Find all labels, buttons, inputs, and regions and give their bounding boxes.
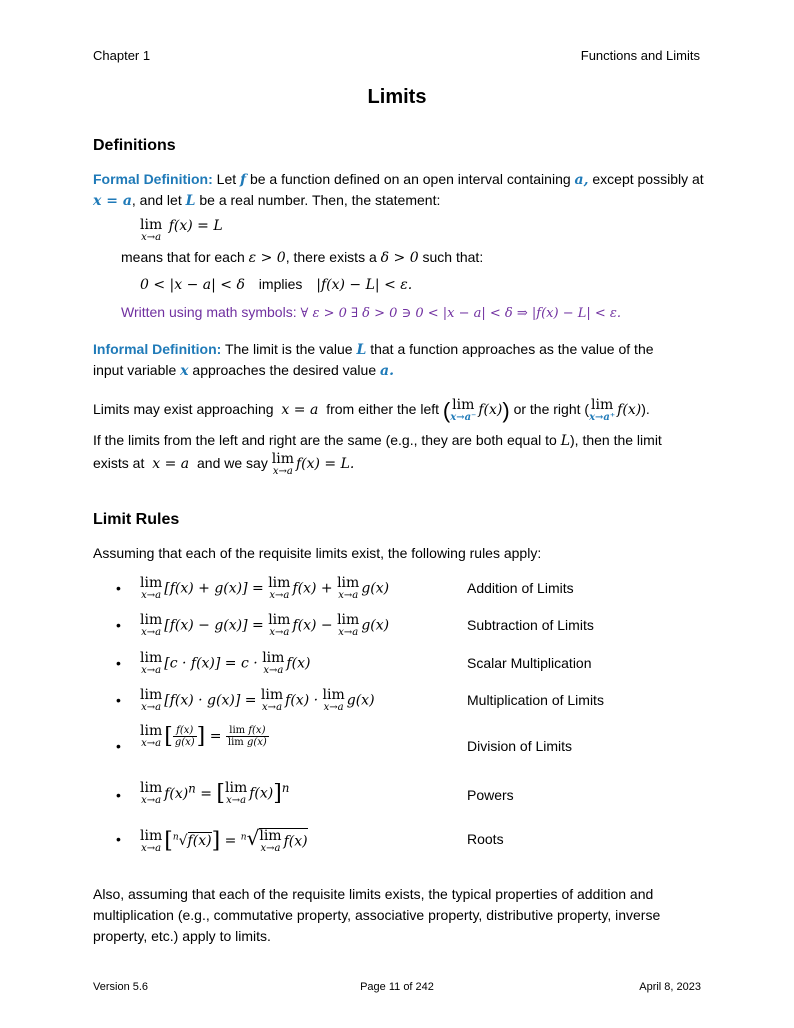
footer-page-number: Page 11 of 242 — [360, 981, 434, 993]
rule-name-scalar: Scalar Multiplication — [467, 655, 592, 671]
footer-date: April 8, 2023 — [639, 981, 701, 993]
rule-name-multiplication: Multiplication of Limits — [467, 692, 604, 708]
footer-version: Version 5.6 — [93, 981, 149, 993]
rule-name-powers: Powers — [467, 787, 514, 803]
limit-rules-intro: Assuming that each of the requisite limits exist, the following rules apply: — [93, 545, 542, 561]
rule-addition-expression: lim x→a [f(x) + g(x)] = lim x→a f(x) + lim x→a g(x) — [140, 575, 390, 601]
one-sided-limits-line: Limits may exist approaching x = a from either the left ( lim x→a⁻ f(x)) or the right ( lim x→a⁺ f(x)). — [93, 397, 650, 423]
bullet: • — [116, 787, 121, 803]
bullet: • — [116, 617, 121, 633]
rule-multiplication-expression: lim x→a [f(x) · g(x)] = lim x→a f(x) · lim x→a g(x) — [140, 687, 375, 713]
informal-definition-line1: Informal Definition: The limit is the value L that a function approaches as the value of the — [93, 341, 654, 358]
rule-name-addition: Addition of Limits — [467, 580, 574, 596]
closing-line3: property, etc.) apply to limits. — [93, 928, 271, 944]
informal-definition-line2: input variable x approaches the desired value a. — [93, 362, 394, 379]
bullet: • — [116, 738, 121, 754]
formal-definition-line2: x = a, and let L be a real number. Then, the statement: — [93, 192, 441, 209]
rule-scalar-expression: lim x→a [c · f(x)] = c · lim x→a f(x) — [140, 650, 311, 676]
closing-line2: multiplication (e.g., commutative property, associative property, distributive property, inverse — [93, 907, 661, 923]
closing-line1: Also, assuming that each of the requisite limits exists, the typical properties of addition and — [93, 886, 654, 902]
rule-name-division: Division of Limits — [467, 738, 573, 754]
bullet: • — [116, 655, 121, 671]
rule-name-subtraction: Subtraction of Limits — [467, 617, 594, 633]
rule-roots-expression: lim x→a [$^n$√f(x)] = $^n$√ lim x→a f(x) — [140, 826, 308, 854]
rule-division-expression: lim x→a [ $\frac{f(x)}{g(x)}$ ] = $\frac{\text{lim f(x)}}{\text{lim g(x)}}$ — [140, 723, 267, 749]
rule-name-roots: Roots — [467, 831, 504, 847]
informal-definition-label: Informal Definition: — [93, 341, 222, 357]
page-title: Limits — [367, 86, 427, 108]
limit-rules-heading: Limit Rules — [93, 511, 180, 528]
header-section: Functions and Limits — [580, 48, 700, 63]
rule-powers-expression: lim x→a $f(x)^n$ = [ lim x→a f(x)]$^n$ — [140, 780, 290, 807]
limit-statement: lim x→a f(x) = L — [140, 217, 223, 243]
rule-subtraction-expression: lim x→a [f(x) − g(x)] = lim x→a f(x) − lim x→a g(x) — [140, 612, 390, 638]
one-sided-limits-line2: If the limits from the left and right are the same (e.g., they are both equal to L), then the limit — [93, 432, 662, 449]
formal-definition-label: Formal Definition: — [93, 171, 213, 187]
bullet: • — [116, 692, 121, 708]
header-chapter: Chapter 1 — [93, 48, 151, 63]
one-sided-limits-line3: exists at x = a and we say lim x→a f(x) = L. — [93, 451, 355, 477]
means-line: means that for each ε > 0, there exists a δ > 0 such that: — [121, 249, 484, 266]
bullet: • — [116, 831, 121, 847]
formal-definition-line1: Formal Definition: Let f be a function defined on an open interval containing a, except possibly at — [93, 171, 704, 188]
math-symbols-line: Written using math symbols: ∀ ε > 0 ∃ δ > 0 ∋ 0 < |x − a| < δ ⇒ |f(x) − L| < ε. — [121, 304, 621, 321]
bullet: • — [116, 580, 121, 596]
epsilon-delta-condition: 0 < |x − a| < δ implies |f(x) − L| < ε. — [140, 276, 413, 293]
definitions-heading: Definitions — [93, 137, 176, 154]
